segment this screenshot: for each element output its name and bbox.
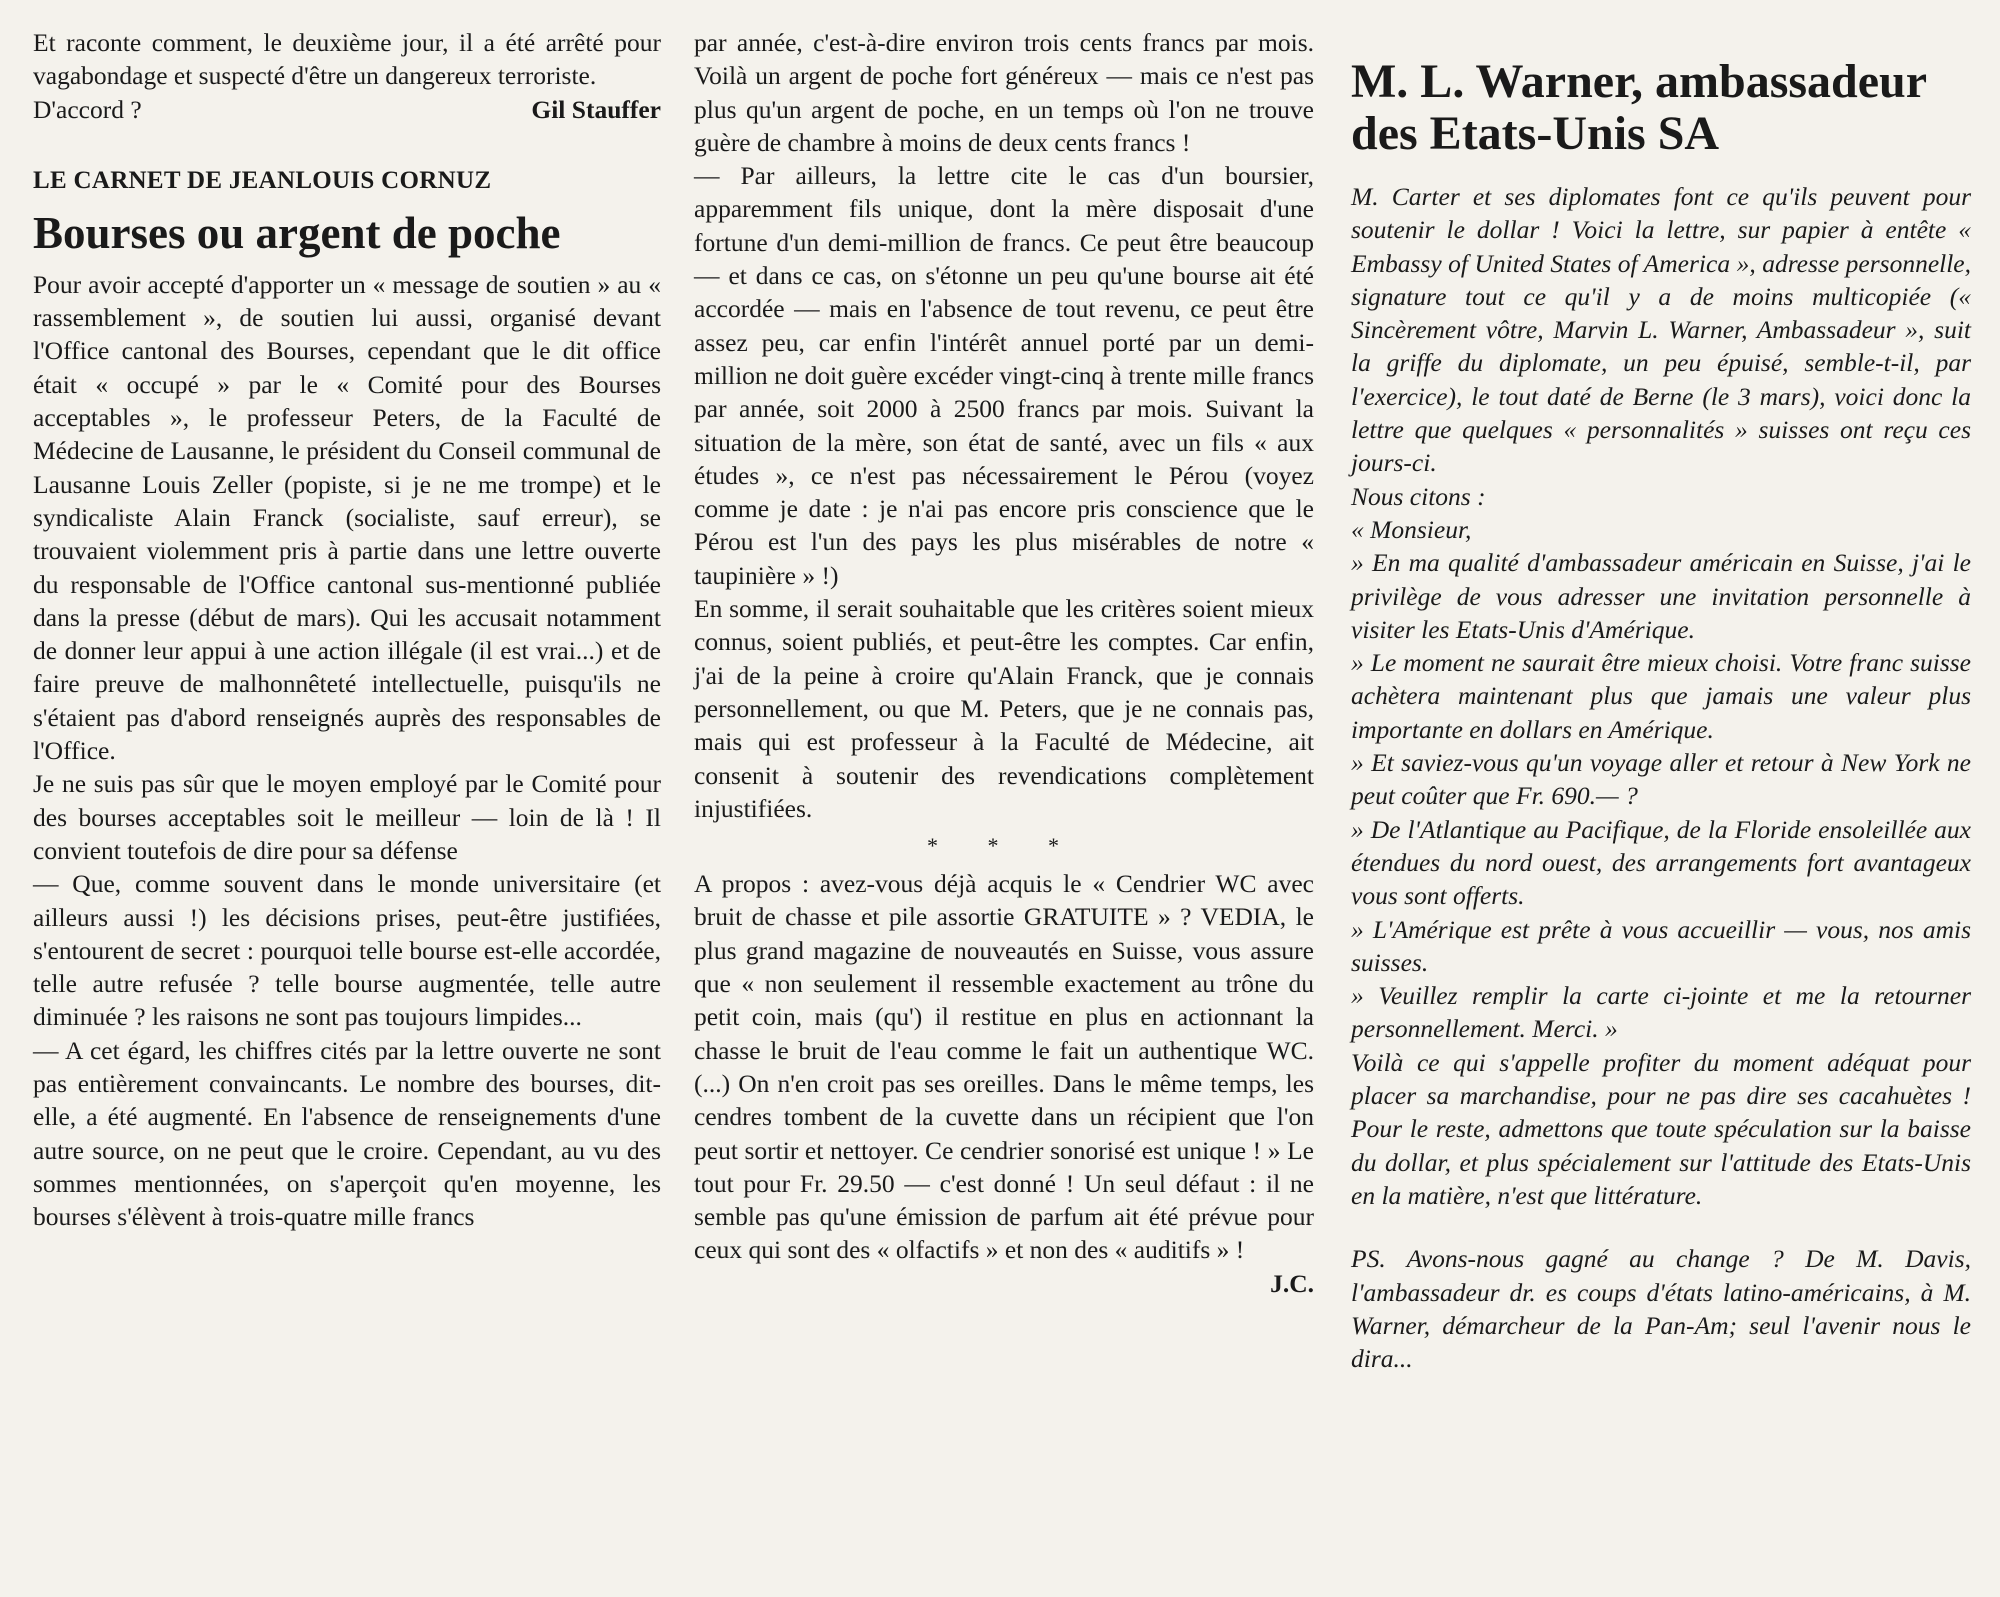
column-left xyxy=(33,26,661,1234)
article-paragraph: — A cet égard, les chiffres cités par la lettre ouverte ne sont pas entièrement convaincants. Le nombre des bourses, dit-elle, a été augmenté. En l'absence de renseignements d'une autre source, on ne peut que le croire. Cependant, au vu des sommes mentionnées, on s'aperçoit qu'en moyenne, les bourses s'élèvent à trois-quatre mille francs xyxy=(33,1035,661,1232)
article-paragraph: Pour avoir accepté d'apporter un « message de soutien » au « rassemblement », de soutien lui aussi, organisé devant l'Office cantonal des Bourses, cependant que le dit office était « occupé » par le « Comité pour des Bourses acceptables », le professeur Peters, de la Faculté de Médecine de Lausanne, le président du Conseil communal de Lausanne Louis Zeller (popiste, si je ne me trompe) et le syndicaliste Alain Franck (socialiste, sauf erreur), se trouvaient violemment pris à partie dans une lettre ouverte du responsable de l'Office cantonal sus-mentionné publiée dans la presse (début de mars). Qui les accusait notamment de donner leur appui à une action illégale (il est vrai...) et de faire preuve de malhonnêteté intellectuelle, puisqu'ils ne s'étaient pas d'abord renseignés auprès des responsables de l'Office. xyxy=(33,269,661,766)
spacer xyxy=(1351,1212,1971,1242)
section-separator: * * * xyxy=(927,833,1081,859)
article-paragraph: Nous citons : xyxy=(1351,481,1486,511)
author-signature: Gil Stauffer xyxy=(531,94,661,124)
postscript-paragraph: PS. Avons-nous gagné au change ? De M. Davis, l'ambassadeur dr. es coups d'états latino-américains, à M. Warner, démarcheur de la Pan-Am; seul l'avenir nous le dira... xyxy=(1351,1244,1971,1374)
article-paragraph: par année, c'est-à-dire environ trois cents francs par mois. Voilà un argent de poche fort généreux — mais ce n'est pas plus qu'un argent de poche, en un temps où l'on ne trouve guère de chambre à moins de deux cents francs ! xyxy=(694,28,1314,157)
letter-salutation: « Monsieur, xyxy=(1351,514,1472,544)
article-paragraph: Voilà ce qui s'appelle profiter du moment adéquat pour placer sa marchandise, pour ne pas dire ses cacahuètes ! Pour le reste, admettons que toute spéculation sur la baisse du dollar, et plus spécialement sur l'attitude des Etats-Unis en la matière, n'est que littérature. xyxy=(1351,1047,1971,1210)
article-paragraph: Je ne suis pas sûr que le moyen employé par le Comité pour des bourses acceptables soit le meilleur — loin de là ! Il convient toutefois de dire pour sa défense xyxy=(33,769,661,865)
article-paragraph: M. Carter et ses diplomates font ce qu'ils peuvent pour soutenir le dollar ! Voici la lettre, sur papier à entête « Embassy of United States of America », adresse personnelle, signature tout ce qu'il y a de moins multicopiée (« Sincèrement vôtre, Marvin L. Warner, Ambassadeur », suit la griffe du diplomate, un peu épuisé, semble-t-il, par l'exercice), le tout daté de Berne (le 3 mars), voici donc la lettre que quelques « personnalités » suisses ont reçu ces jours-ci. xyxy=(1351,182,1971,478)
section-rubric: LE CARNET DE JEANLOUIS CORNUZ xyxy=(33,166,492,194)
letter-paragraph: » En ma qualité d'ambassadeur américain en Suisse, j'ai le privilège de vous adresser une invitation personnelle à visiter les Etats-Unis d'Amérique. xyxy=(1351,548,1971,644)
letter-paragraph: » Le moment ne saurait être mieux choisi. Votre franc suisse achètera maintenant plus que jamais une valeur plus importante en dollars en Amérique. xyxy=(1351,648,1971,744)
author-signature: J.C. xyxy=(1270,1268,1314,1298)
signature-row xyxy=(33,93,661,126)
article-paragraph: — Que, comme souvent dans le monde universitaire (et ailleurs aussi !) les décisions prises, peut-être justifiées, s'entourent de secret : pourquoi telle bourse est-elle accordée, telle autre refusée ? telle bourse augmentée, telle autre diminuée ? les raisons ne sont pas toujours limpides... xyxy=(33,869,661,1032)
letter-paragraph: » Et saviez-vous qu'un voyage aller et retour à New York ne peut coûter que Fr. 690.— ? xyxy=(1351,748,1971,811)
letter-paragraph: » L'Amérique est prête à vous accueillir — vous, nos amis suisses. xyxy=(1351,914,1971,977)
article-paragraph: En somme, il serait souhaitable que les critères soient mieux connus, soient publiés, et peut-être les comptes. Car enfin, j'ai de la peine à croire qu'Alain Franck, que je connais personnellement, ou que M. Peters, que je ne connais pas, mais qui est professeur à la Faculté de Médecine, ait consenit à soutenir des revendications complètement injustifiées. xyxy=(694,594,1314,823)
letter-paragraph: » Veuillez remplir la carte ci-jointe et me la retourner personnellement. Merci. » xyxy=(1351,981,1971,1044)
article-paragraph: A propos : avez-vous déjà acquis le « Cendrier WC avec bruit de chasse et pile assortie GRATUITE » ? VEDIA, le plus grand magazine de nouveautés en Suisse, vous assure que « non seulement il ressemble exactement au trône du petit coin, mais (qu') il restitue en plus en actionnant la chasse le bruit de l'eau comme le fait un authentique WC. (...) On n'en croit pas ses oreilles. Dans le même temps, les cendres tombent de la cuvette dans un récipient que l'on peut sortir et nettoyer. Ce cendrier sonorisé est unique ! » Le tout pour Fr. 29.50 — c'est donné ! Un seul défaut : il ne semble pas qu'une émission de parfum ait été prévue pour ceux qui sont des « olfactifs » et non des « auditifs » ! xyxy=(694,869,1314,1265)
letter-paragraph: » De l'Atlantique au Pacifique, de la Floride ensoleillée aux étendues du nord ouest, des arrangements fort avantageux vous sont offerts. xyxy=(1351,814,1971,911)
intro-paragraph: Et raconte comment, le deuxième jour, il a été arrêté pour vagabondage et suspecté d'être un dangereux terroriste. xyxy=(33,28,661,91)
closing-question: D'accord ? xyxy=(33,94,142,124)
article-headline: Bourses ou argent de poche xyxy=(33,207,561,258)
column-middle xyxy=(694,26,1314,1300)
article-headline: M. L. Warner, ambassadeur des Etats-Unis SA xyxy=(1351,55,1927,160)
article-paragraph: — Par ailleurs, la lettre cite le cas d'un boursier, apparemment fils unique, dont la mère disposait d'une fortune d'un demi-million de francs. Ce peut être beaucoup — et dans ce cas, on s'étonne un peu qu'une bourse ait été accordée — mais en l'absence de tout revenu, ce peut être assez peu, car enfin l'intérêt annuel porté par un demi-million ne doit guère excéder vingt-cinq à trente mille francs par année, soit 2000 à 2500 francs par mois. Suivant la situation de la mère, son état de santé, avec un fils « aux études », ce n'est pas nécessairement le Pérou (voyez comme je date : je n'ai pas encore pris conscience que le Pérou est l'un des pays les plus misérables de notre « taupinière » !) xyxy=(694,161,1314,590)
column-right xyxy=(1351,26,1971,1375)
